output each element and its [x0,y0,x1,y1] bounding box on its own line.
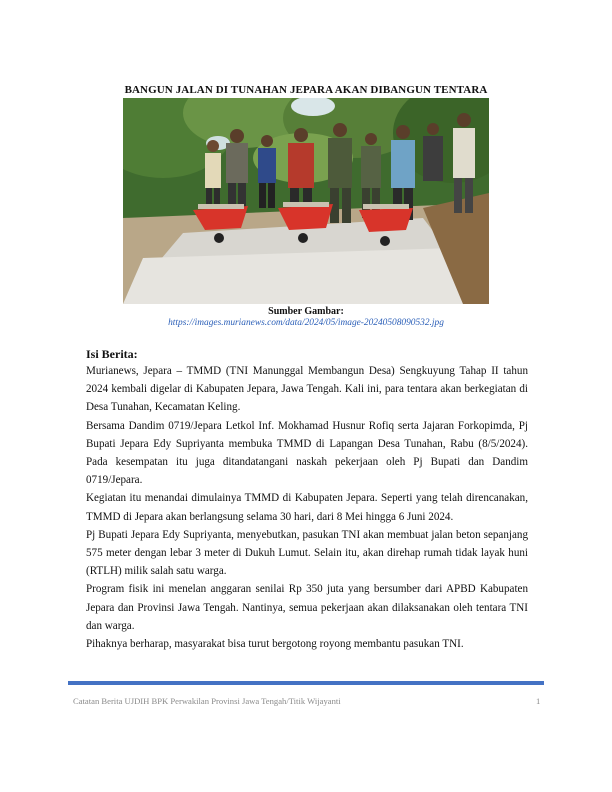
paragraph: Kegiatan itu menandai dimulainya TMMD di Kabupaten Jepara. Seperti yang telah direncanakan, TMMD di Jepara akan berlangsung selama 30 hari, dari 8 Mei hingga 6 Juni 2024. [86,492,528,523]
document-title: BANGUN JALAN DI TUNAHAN JEPARA AKAN DIBANGUN TENTARA [124,84,488,96]
image-caption-label: Sumber Gambar: [268,306,344,317]
section-heading: Isi Berita: [86,347,138,361]
paragraph: Murianews, Jepara – TMMD (TNI Manunggal Membangun Desa) Sengkuyung Tahap II tahun 2024 kembali digelar di Kabupaten Jepara, Jawa Tengah. Kali ini, para tentara akan berkegiatan di Desa Tunahan, Kecamatan Keling. [86,365,528,414]
news-photo [123,98,489,304]
page-number: 1 [536,696,541,706]
paragraph: Bersama Dandim 0719/Jepara Letkol Inf. Mokhamad Husnur Rofiq serta Jajaran Forkopimda, Pj Bupati Jepara Edy Supriyanta membuka TMMD di Lapangan Desa Tunahan, Rabu (8/5/2024). Pada kesempatan itu juga ditandatangani naskah pekerjaan oleh Pj Bupati dan Dandim 0719/Jepara. [86,419,528,487]
footer-text: Catatan Berita UJDIH BPK Perwakilan Provinsi Jawa Tengah/Titik Wijayanti [73,696,341,706]
paragraph: Pihaknya berharap, masyarakat bisa turut bergotong royong membantu pasukan TNI. [86,638,464,651]
paragraph: Program fisik ini menelan anggaran senilai Rp 350 juta yang bersumber dari APBD Kabupaten Jepara dan Provinsi Jawa Tengah. Nantinya, semua pekerjaan akan dilaksanakan oleh tentara TNI dan warga. [86,583,528,632]
image-source-link[interactable]: https://images.murianews.com/data/2024/05/image-20240508090532.jpg [168,318,444,328]
footer-divider [68,681,544,685]
paragraph: Pj Bupati Jepara Edy Supriyanta, menyebutkan, pasukan TNI akan membuat jalan beton sepanjang 575 meter dengan lebar 3 meter di Dukuh Lumut. Selain itu, akan direhap rumah tidak layak huni (RTLH) milik salah satu warga. [86,528,528,578]
article-body [86,362,528,653]
